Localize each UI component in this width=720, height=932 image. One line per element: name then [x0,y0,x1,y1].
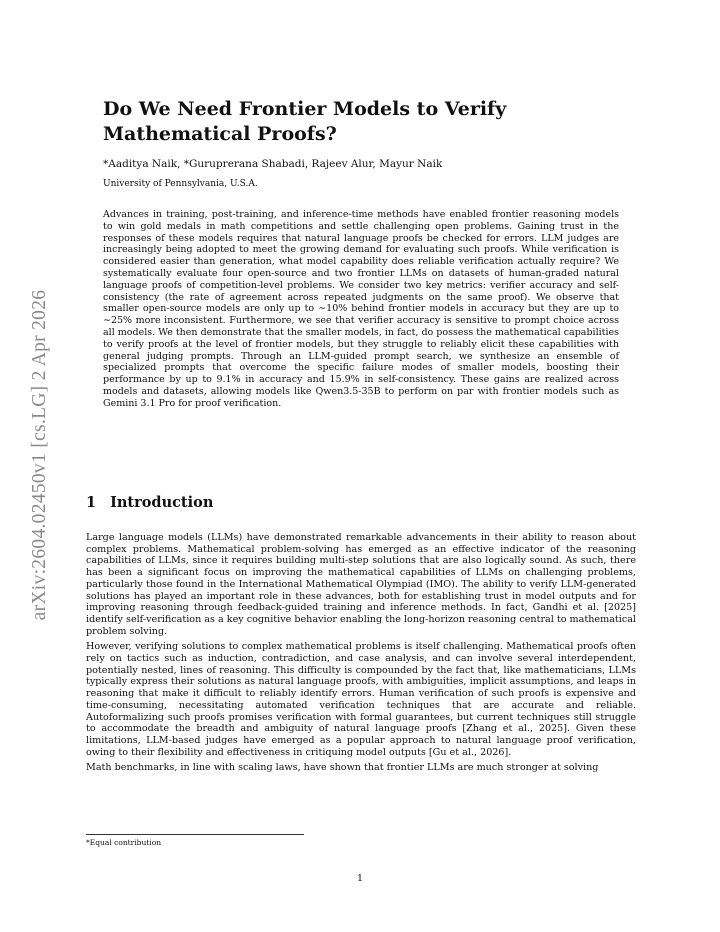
arxiv-watermark [18,265,62,645]
paragraph-1: Large language models (LLMs) have demonstrated remarkable advancements in their ability to reason about complex problems. Mathematical problem-solving has emerged as an effective indicator of the reasoning capabilities of LLMs, since it requires building multi-step solutions that are also logically sound. As such, there has been a significant focus on improving the mathematical capabilities of LLMs on challenging problems, particularly those found in the International Mathematical Olympiad (IMO). The ability to verify LLM-generated solutions has played an important role in these advances, both for establishing trust in model outputs and for improving reasoning through feedback-guided training and inference methods. In fact, Gandhi et al. [2025] identify self-verification as a key cognitive behavior enabling the long-horizon reasoning central to mathematical problem solving. [86,532,636,637]
abstract: Advances in training, post-training, and inference-time methods have enabled frontier reasoning models to win gold medals in math competitions and settle challenging open problems. Gaining trust in the responses of these models requires that natural language proofs be checked for errors. LLM judges are increasingly being adopted to meet the growing demand for evaluating such proofs. While verification is considered easier than generation, what model capability does reliable verification actually require? We systematically evaluate four open-source and two frontier LLMs on datasets of human-graded natural language proofs of competition-level problems. We consider two key metrics: verifier accuracy and self-consistency (the rate of agreement across repeated judgments on the same proof). We observe that smaller open-source models are only up to ∼10% behind frontier models in accuracy but they are up to ∼25% more inconsistent. Furthermore, we see that verifier accuracy is sensitive to prompt choice across all models. We then demonstrate that the smaller models, in fact, do possess the mathematical capabilities to verify proofs at the level of frontier models, but they struggle to reliably elicit these capabilities with general judging prompts. Through an LLM-guided prompt search, we synthesize an ensemble of specialized prompts that overcome the specific failure modes of smaller models, boosting their performance by up to 9.1% in accuracy and 15.9% in self-consistency. These gains are realized across models and datasets, allowing models like Qwen3.5-35B to perform on par with frontier models such as Gemini 3.1 Pro for proof verification. [103,209,619,409]
paper-title: Do We Need Frontier Models to Verify Mathematical Proofs? [103,98,507,145]
body-text [86,532,636,778]
page-number: 1 [356,873,364,884]
section-title: Introduction [110,494,214,511]
arxiv-watermark-text: arXiv:2604.02450v1 [cs.LG] 2 Apr 2026 [29,289,50,621]
section-heading [86,494,213,512]
author-list: *Aaditya Naik, *Guruprerana Shabadi, Rajeev Alur, Mayur Naik [103,158,443,170]
affiliation: University of Pennsylvania, U.S.A. [103,179,258,189]
paragraph-2: However, verifying solutions to complex mathematical problems is itself challenging. Mathematical proofs often rely on tactics such as induction, contradiction, and case analysis, and can involve several interdependent, potentially nested, lines of reasoning. This difficulty is compounded by the fact that, like mathematicians, LLMs typically express their solutions as natural language proofs, with ambiguities, implicit assumptions, and leaps in reasoning that make it difficult to reliably identify errors. Human verification of such proofs is expensive and time-consuming, necessitating automated verification techniques that are accurate and reliable. Autoformalizing such proofs promises verification with formal guarantees, but current techniques still struggle to accommodate the breadth and ambiguity of natural language proofs [Zhang et al., 2025]. Given these limitations, LLM-based judges have emerged as a popular approach to natural language proof verification, owing to their flexibility and effectiveness in critiquing model outputs [Gu et al., 2026]. [86,641,636,758]
section-number: 1 [86,494,97,511]
paragraph-3: Math benchmarks, in line with scaling laws, have shown that frontier LLMs are much stronger at solving [86,762,599,774]
footnote: *Equal contribution [86,838,162,847]
footnote-rule [86,834,304,835]
